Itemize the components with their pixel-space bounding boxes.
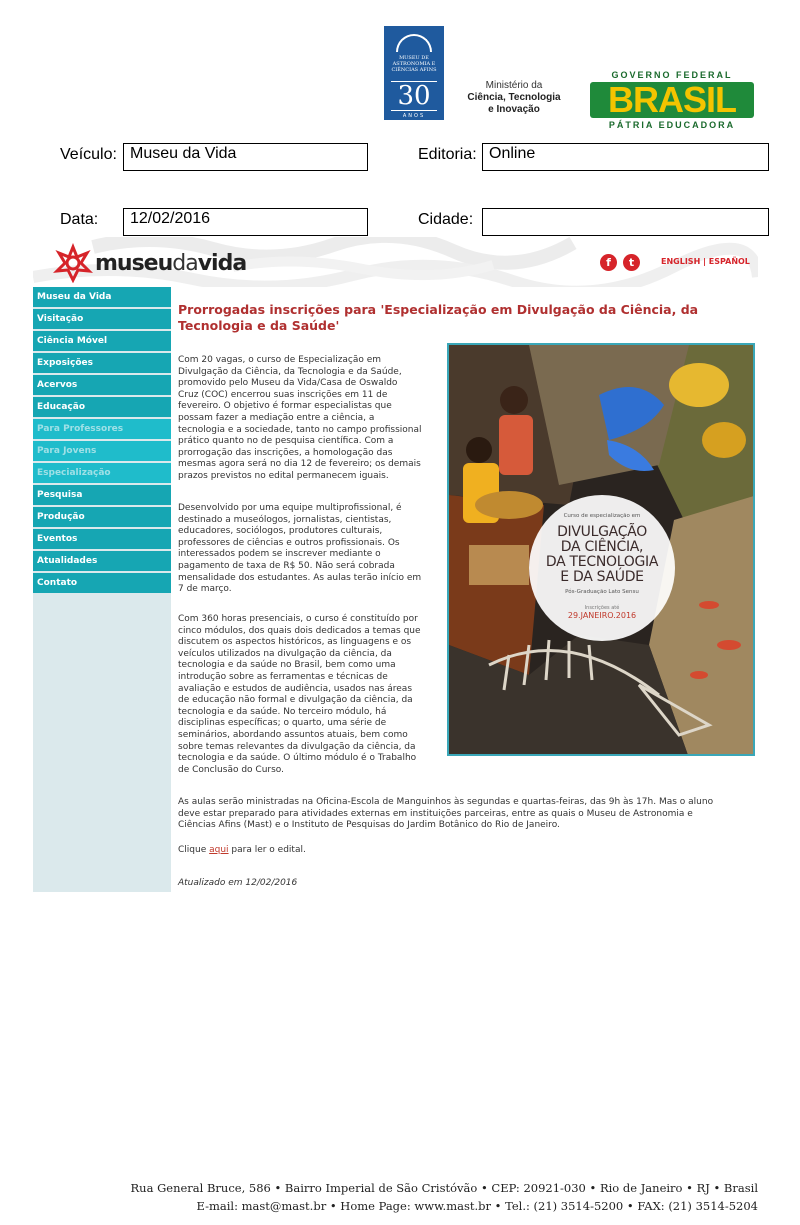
- veiculo-field[interactable]: Museu da Vida: [123, 143, 368, 171]
- lang-separator: |: [700, 257, 709, 266]
- site-header: [33, 237, 758, 287]
- p3-line: introdução sobre as ferramentas e técnicas de: [178, 671, 388, 682]
- p1-line: prático quanto no de pesquisa científica. Com a: [178, 436, 394, 447]
- p4-line: Ciências Afins (Mast) e o Instituto de Pesquisas do Jardim Botânico do Rio de Janeiro.: [178, 820, 560, 831]
- sidebar-item-educacao[interactable]: Educação: [33, 397, 171, 417]
- p3-line: cinco módulos, dos quais dois dedicados a temas que: [178, 625, 421, 636]
- p1-line: promovido pelo Museu da Vida/Casa de Oswaldo: [178, 378, 398, 389]
- footer-address: Rua General Bruce, 586 • Bairro Imperial de São Cristóvão • CEP: 20921-030 • Rio de Janeiro • RJ • Brasil: [130, 1181, 758, 1195]
- paragraph-1: [178, 355, 422, 483]
- sidebar-item-exposicoes[interactable]: Exposições: [33, 353, 171, 373]
- paragraph-2: [178, 503, 421, 596]
- article-title-line1: Prorrogadas inscrições para 'Especialização em Divulgação da Ciência, da: [178, 302, 699, 317]
- cidade-label: Cidade:: [418, 211, 474, 228]
- lang-espanol-link[interactable]: ESPAÑOL: [708, 257, 750, 266]
- sidebar-item-pesquisa[interactable]: Pesquisa: [33, 485, 171, 505]
- paragraph-3: [178, 614, 421, 776]
- ministry-line1: Ministério da: [485, 80, 543, 91]
- gov-brasil: BRASIL: [590, 82, 754, 118]
- p1-line: Cruz (COC) encerrou suas inscrições em 11 de: [178, 389, 388, 400]
- social-links: [600, 254, 640, 271]
- p3-line: veículos utilizados na divulgação da ciência, da: [178, 648, 392, 659]
- p5-after: para ler o edital.: [228, 845, 306, 855]
- twitter-icon[interactable]: t: [623, 254, 640, 271]
- sidebar-item-para-jovens[interactable]: Para Jovens: [33, 441, 171, 461]
- sidebar-item-contato[interactable]: Contato: [33, 573, 171, 593]
- veiculo-label: Veículo:: [60, 146, 117, 163]
- sidebar-nav: [33, 287, 171, 892]
- poster-line3: DA TECNOLOGIA: [545, 554, 659, 570]
- governo-federal-logo: [590, 70, 754, 130]
- footer-contact: E-mail: mast@mast.br • Home Page: www.mast.br • Tel.: (21) 3514-5200 • FAX: (21) 3514-5204: [196, 1199, 758, 1213]
- poster-line2: DA CIÊNCIA,: [560, 539, 644, 555]
- paragraph-4: [178, 797, 713, 832]
- data-field[interactable]: 12/02/2016: [123, 208, 368, 236]
- logo-word-da: da: [172, 250, 198, 276]
- p4-line: deve estar preparado para atividades externas em instituições parceiras, entre as quais o Museu de Astronomia e: [178, 808, 693, 819]
- gov-top: GOVERNO FEDERAL: [611, 70, 733, 80]
- edital-link[interactable]: aqui: [209, 845, 229, 855]
- poster-line1: DIVULGAÇÃO: [557, 524, 647, 540]
- p2-line: mensalidade dos estudantes. As aulas terão início em: [178, 572, 422, 583]
- cidade-field[interactable]: [482, 208, 769, 236]
- p3-line: de Conclusão do Curso.: [178, 764, 284, 775]
- p3-line: Com 360 horas presenciais, o curso é constituído por: [178, 614, 418, 624]
- p2-line: 7 de março.: [178, 584, 232, 595]
- p2-line: pagamento de taxa de R$ 50. Não será cobrada: [178, 560, 395, 571]
- ministry-line3: e Inovação: [488, 104, 540, 115]
- p3-line: avaliação e estudos de audiência, usados nas áreas: [178, 683, 413, 694]
- p3-line: seminários, abordando assuntos atuais, bem como: [178, 729, 408, 740]
- p3-line: tecnologia e da saúde no Brasil, bem como uma: [178, 660, 396, 671]
- p3-line: disciplinas específicas; o quarto, uma série de: [178, 718, 387, 729]
- p1-line: Divulgação da Ciência, da Tecnologia e da Saúde,: [178, 366, 402, 377]
- data-label: Data:: [60, 211, 99, 228]
- p3-line: tecnologia e da saúde. O último módulo é o Trabalho: [178, 753, 417, 764]
- sidebar-item-producao[interactable]: Produção: [33, 507, 171, 527]
- p1-line: possam fazer a mediação entre a ciência, a: [178, 412, 375, 423]
- p3-line: sobre temas relevantes da divulgação da ciência, da: [178, 741, 416, 752]
- editoria-field[interactable]: Online: [482, 143, 769, 171]
- paragraph-5: [178, 845, 306, 857]
- language-links: [661, 257, 750, 266]
- sidebar-item-atualidades[interactable]: Atualidades: [33, 551, 171, 571]
- p1-line: mesmas agora será no dia 12 de fevereiro; os demais: [178, 459, 421, 470]
- p1-line: Com 20 vagas, o curso de Especialização em: [178, 355, 382, 365]
- sidebar-item-visitacao[interactable]: Visitação: [33, 309, 171, 329]
- sidebar-item-museu-da-vida[interactable]: Museu da Vida: [33, 287, 171, 307]
- editoria-label: Editoria:: [418, 146, 477, 163]
- lang-english-link[interactable]: ENGLISH: [661, 257, 701, 266]
- sidebar-item-para-professores[interactable]: Para Professores: [33, 419, 171, 439]
- p3-line: de educação não formal e divulgação da ciência, da: [178, 695, 413, 706]
- article-title-line2: Tecnologia e da Saúde': [178, 318, 340, 333]
- museu-da-vida-logo[interactable]: [53, 243, 246, 283]
- p4-line: As aulas serão ministradas na Oficina-Escola de Manguinhos às segundas e quartas-feiras, das 9h às 17h. Mas o aluno: [178, 797, 714, 807]
- p2-line: destinado a museólogos, jornalistas, cientistas,: [178, 514, 392, 525]
- poster-kicker: Curso de especialização em: [563, 513, 641, 519]
- sidebar-item-eventos[interactable]: Eventos: [33, 529, 171, 549]
- poster-insc-label: Inscrições até: [584, 605, 620, 611]
- sidebar-item-ciencia-movel[interactable]: Ciência Móvel: [33, 331, 171, 351]
- p3-line: discutem os aspectos históricos, as linguagens e os: [178, 637, 412, 648]
- mast-years: 30: [391, 81, 437, 111]
- p2-line: educadores, sociólogos, produtores culturais,: [178, 526, 383, 537]
- p1-line: fevereiro. O objetivo é formar especialistas que: [178, 401, 392, 412]
- gov-bottom: PÁTRIA EDUCADORA: [608, 120, 736, 130]
- poster-title-card: [529, 495, 675, 641]
- p5-before: Clique: [178, 845, 210, 855]
- poster-sub: Pós-Graduação Lato Sensu: [565, 589, 639, 595]
- poster-insc-date: 29.JANEIRO.2016: [567, 611, 637, 620]
- updated-date: Atualizado em 12/02/2016: [178, 878, 298, 888]
- course-poster: [447, 343, 755, 756]
- article-title: [178, 302, 738, 334]
- p3-line: tecnologia e da saúde. No terceiro módulo, há: [178, 706, 387, 717]
- mast-logo-text: MUSEU DE ASTRONOMIA E CIÊNCIAS AFINS: [391, 55, 437, 73]
- p2-line: professores de ciências e outros profissionais. Os: [178, 537, 400, 548]
- sidebar-item-especializacao[interactable]: Especialização: [33, 463, 171, 483]
- sidebar-item-acervos[interactable]: Acervos: [33, 375, 171, 395]
- ministry-logo: [458, 80, 570, 116]
- p2-line: Desenvolvido por uma equipe multiprofissional, é: [178, 503, 402, 513]
- observatory-dome-icon: [396, 34, 432, 52]
- logo-word-vida: vida: [197, 250, 247, 276]
- poster-line4: E DA SAÚDE: [560, 569, 644, 585]
- logo-word-museu: museu: [95, 250, 173, 276]
- p1-line: prazos previstos no edital permanecem iguais.: [178, 470, 389, 481]
- flower-logo-icon: [53, 243, 93, 283]
- p1-line: prorrogação das inscrições, a homologação das: [178, 447, 393, 458]
- p1-line: tecnologia e a sociedade, tanto no campo profissional: [178, 424, 422, 435]
- mast-years-label: ANOS: [402, 113, 426, 119]
- facebook-icon[interactable]: f: [600, 254, 617, 271]
- p2-line: interessados podem se inscrever mediante o: [178, 549, 381, 560]
- ministry-line2: Ciência, Tecnologia: [467, 92, 561, 103]
- mast-logo: [384, 26, 444, 120]
